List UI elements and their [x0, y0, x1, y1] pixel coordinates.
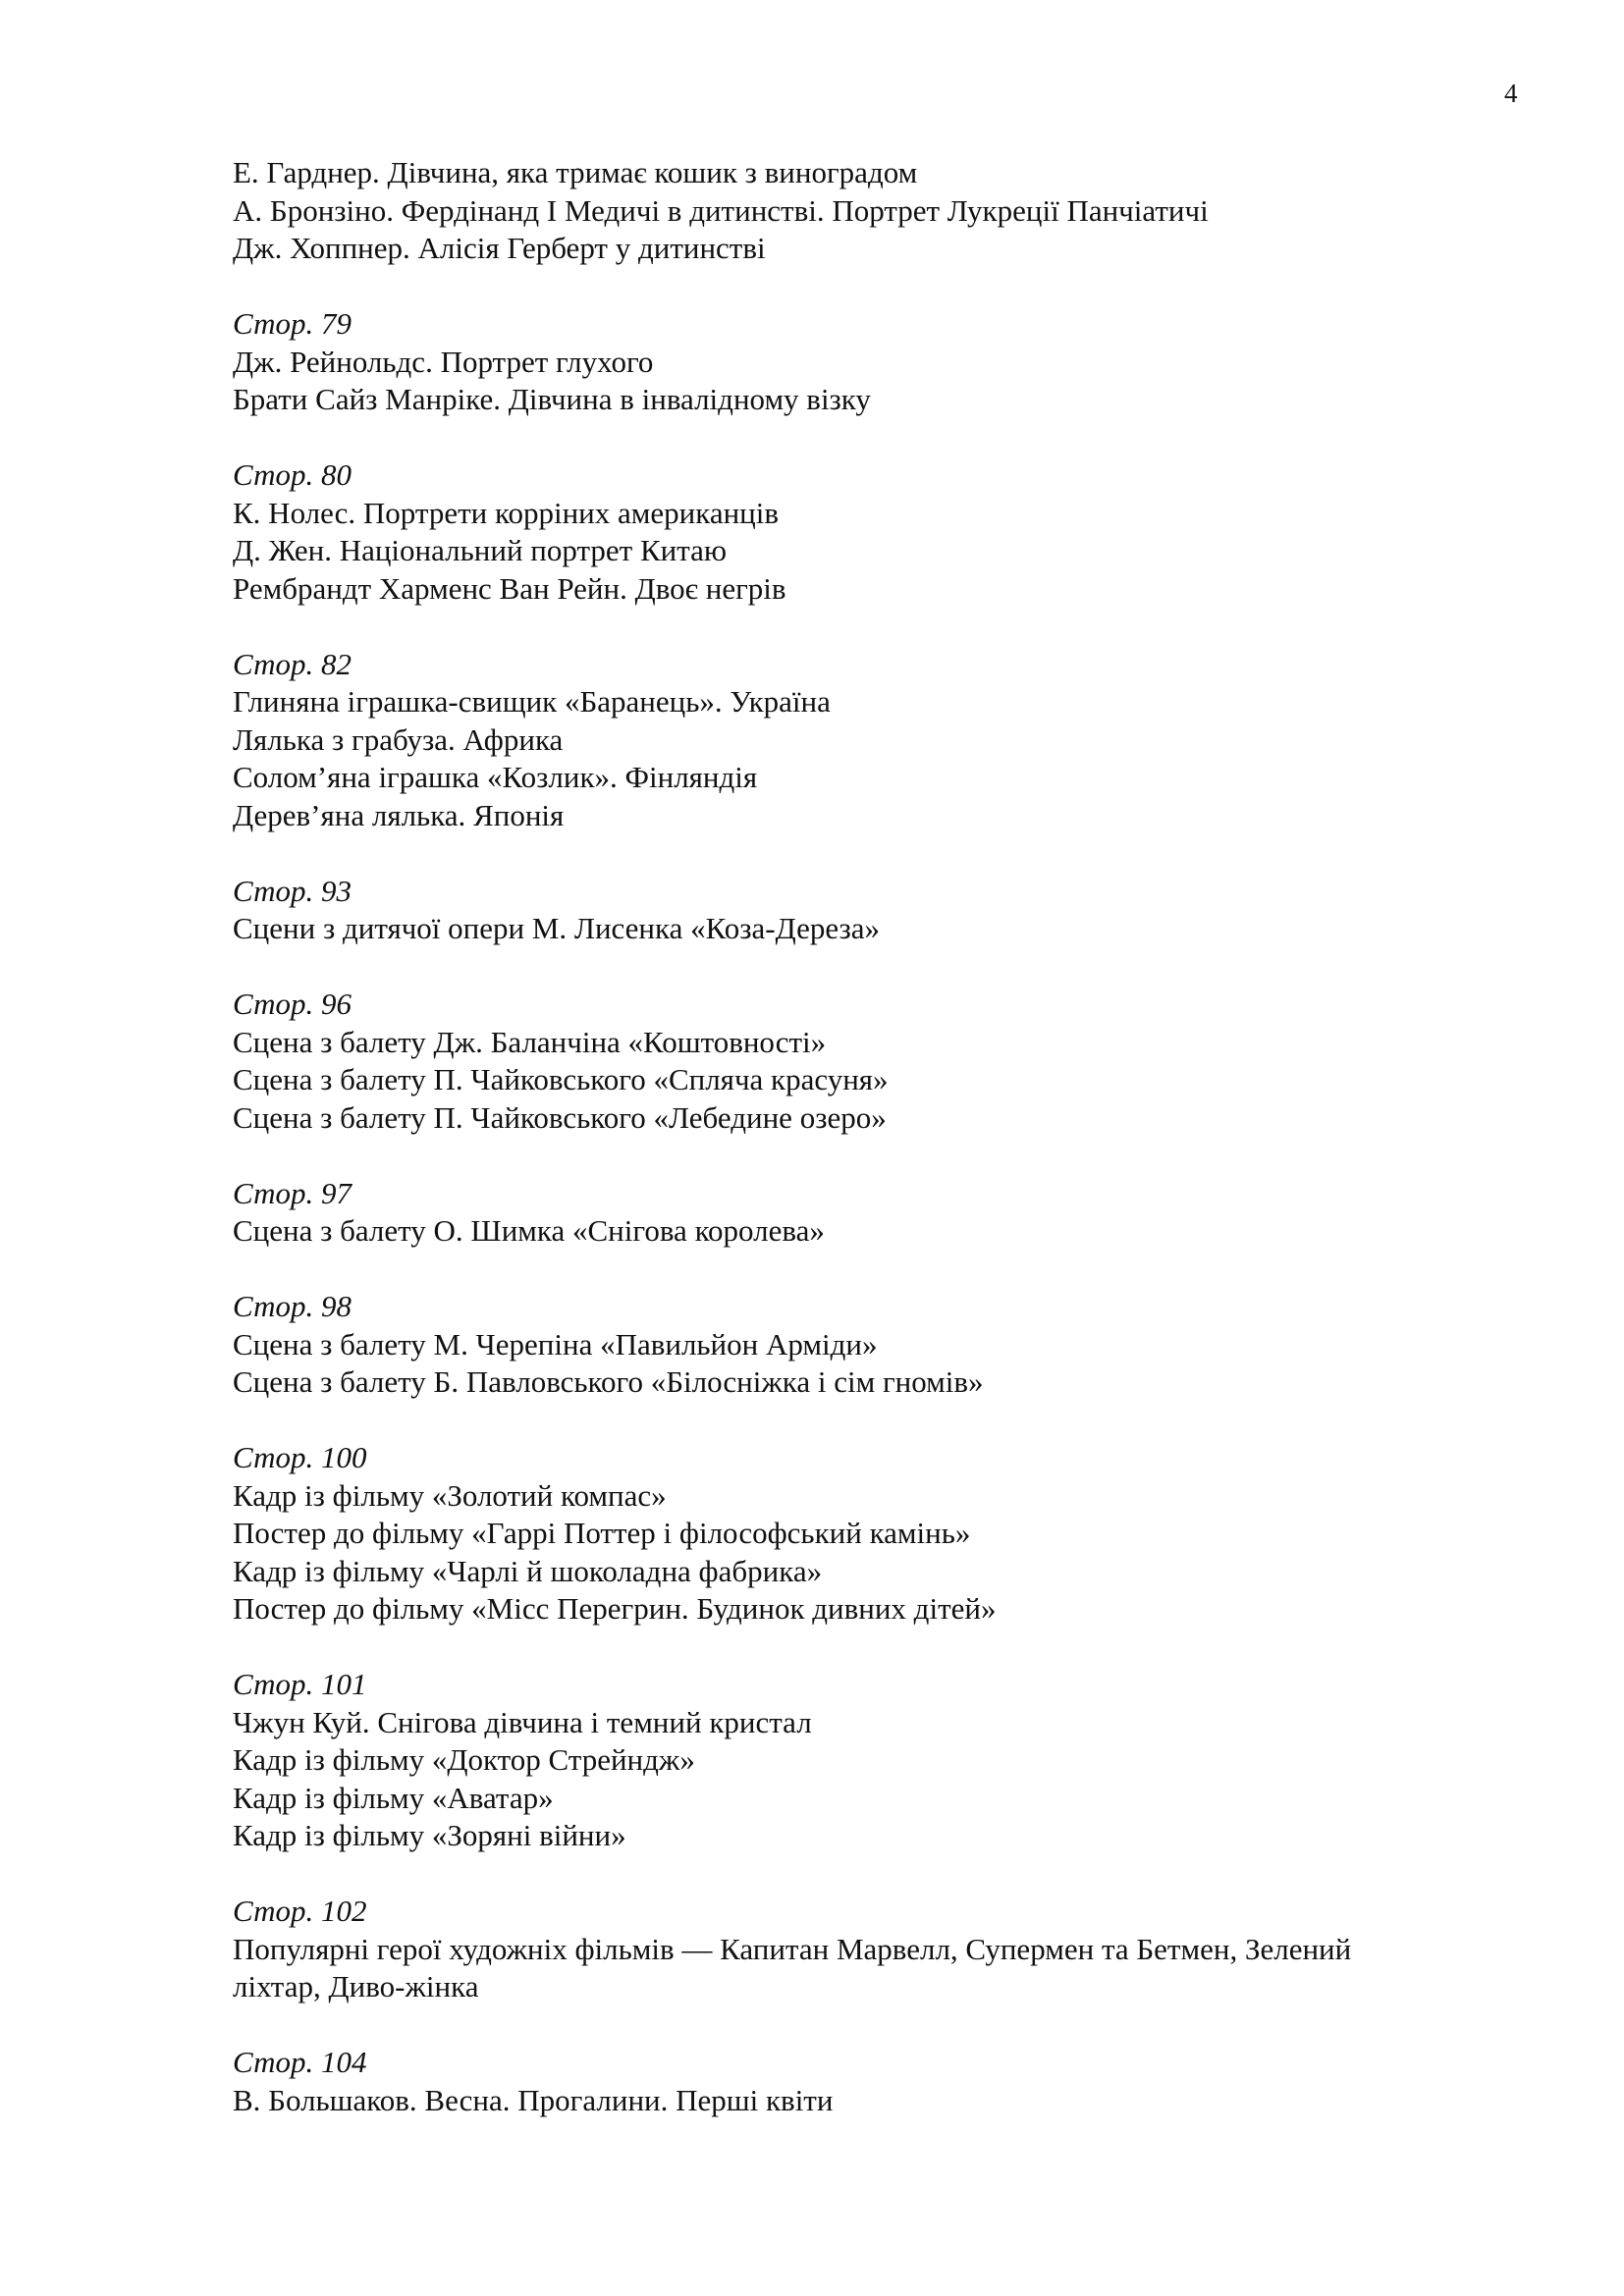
- section-heading: Стор. 101: [233, 1667, 367, 1701]
- list-item: Кадр із фільму «Золотий компас»: [233, 1477, 667, 1513]
- section-heading: Стор. 93: [233, 873, 352, 908]
- list-section: [233, 1666, 1509, 1855]
- list-item: Чжун Куй. Снігова дівчина і темний кристал: [233, 1704, 812, 1739]
- list-item: Сцена з балету М. Черепіна «Павильйон Арміди»: [233, 1326, 878, 1362]
- list-item: К. Нолес. Портрети корріних американців: [233, 495, 780, 530]
- list-item: Лялька з грабуза. Африка: [233, 721, 564, 757]
- section-heading: Стор. 98: [233, 1289, 352, 1323]
- list-item: Дж. Рейнольдс. Портрет глухого: [233, 344, 654, 379]
- list-item: Постер до фільму «Гаррі Поттер і філософський камінь»: [233, 1516, 971, 1550]
- list-section: [233, 2044, 1509, 2119]
- list-item: Глиняна іграшка-свищик «Баранець». Україна: [233, 684, 831, 719]
- section-heading: Стор. 80: [233, 457, 352, 492]
- list-section: [233, 1893, 1509, 2006]
- list-item: Кадр із фільму «Чарлі й шоколадна фабрика»: [233, 1553, 823, 1588]
- section-heading: Стор. 102: [233, 1894, 367, 1928]
- list-section: [233, 1439, 1509, 1629]
- list-item: Брати Сайз Манріке. Дівчина в інвалідному візку: [233, 382, 871, 416]
- section-heading: Стор. 100: [233, 1440, 367, 1474]
- list-section: [233, 873, 1509, 948]
- list-item: В. Большаков. Весна. Прогалини. Перші квіти: [233, 2082, 834, 2117]
- list-item: А. Бронзіно. Фердінанд I Медичі в дитинстві. Портрет Лукреції Панчіатичі: [233, 192, 1209, 228]
- list-item: Е. Гарднер. Дівчина, яка тримає кошик з виноградом: [233, 155, 918, 189]
- list-item: Дерев’яна лялька. Японія: [233, 797, 565, 832]
- section-heading: Стор. 82: [233, 646, 352, 681]
- list-section: [233, 456, 1509, 608]
- list-section: [233, 305, 1509, 419]
- list-item: Сцена з балету Дж. Баланчіна «Коштовності»: [233, 1024, 827, 1059]
- section-heading: Стор. 96: [233, 987, 352, 1021]
- list-item: Популярні герої художніх фільмів — Капитан Марвелл, Супермен та Бетмен, Зелений: [233, 1931, 1352, 1966]
- illustration-list: [233, 154, 1509, 2119]
- list-item: Кадр із фільму «Аватар»: [233, 1780, 554, 1815]
- list-item: Кадр із фільму «Доктор Стрейндж»: [233, 1742, 695, 1777]
- page-number: 4: [1504, 79, 1518, 108]
- list-section: [233, 1288, 1509, 1402]
- list-section: [233, 646, 1509, 835]
- section-heading: Стор. 104: [233, 2045, 367, 2079]
- list-item: Д. Жен. Національний портрет Китаю: [233, 533, 728, 567]
- list-item: Сцена з балету П. Чайковського «Спляча красуня»: [233, 1062, 889, 1096]
- list-item: Сцени з дитячої опери М. Лисенка «Коза-Дереза»: [233, 911, 881, 945]
- list-section: [233, 986, 1509, 1137]
- list-item: Сцена з балету П. Чайковського «Лебедине озеро»: [233, 1099, 887, 1135]
- list-item: Сцена з балету Б. Павловського «Білосніжка і сім гномів»: [233, 1364, 984, 1399]
- section-heading: Стор. 79: [233, 306, 352, 341]
- list-item: ліхтар, Диво-жінка: [233, 1969, 479, 2003]
- list-section: [233, 1175, 1509, 1251]
- list-item: Кадр із фільму «Зоряні війни»: [233, 1818, 626, 1852]
- section-heading: Стор. 97: [233, 1175, 352, 1210]
- list-section: [233, 154, 1509, 268]
- list-item: Сцена з балету О. Шимка «Снігова королева»: [233, 1213, 825, 1248]
- list-item: Постер до фільму «Місс Перегрин. Будинок дивних дітей»: [233, 1591, 997, 1626]
- list-item: Рембрандт Харменс Ван Рейн. Двоє негрів: [233, 570, 786, 606]
- list-item: Солом’яна іграшка «Козлик». Фінляндія: [233, 760, 758, 794]
- list-item: Дж. Хоппнер. Алісія Герберт у дитинстві: [233, 231, 766, 265]
